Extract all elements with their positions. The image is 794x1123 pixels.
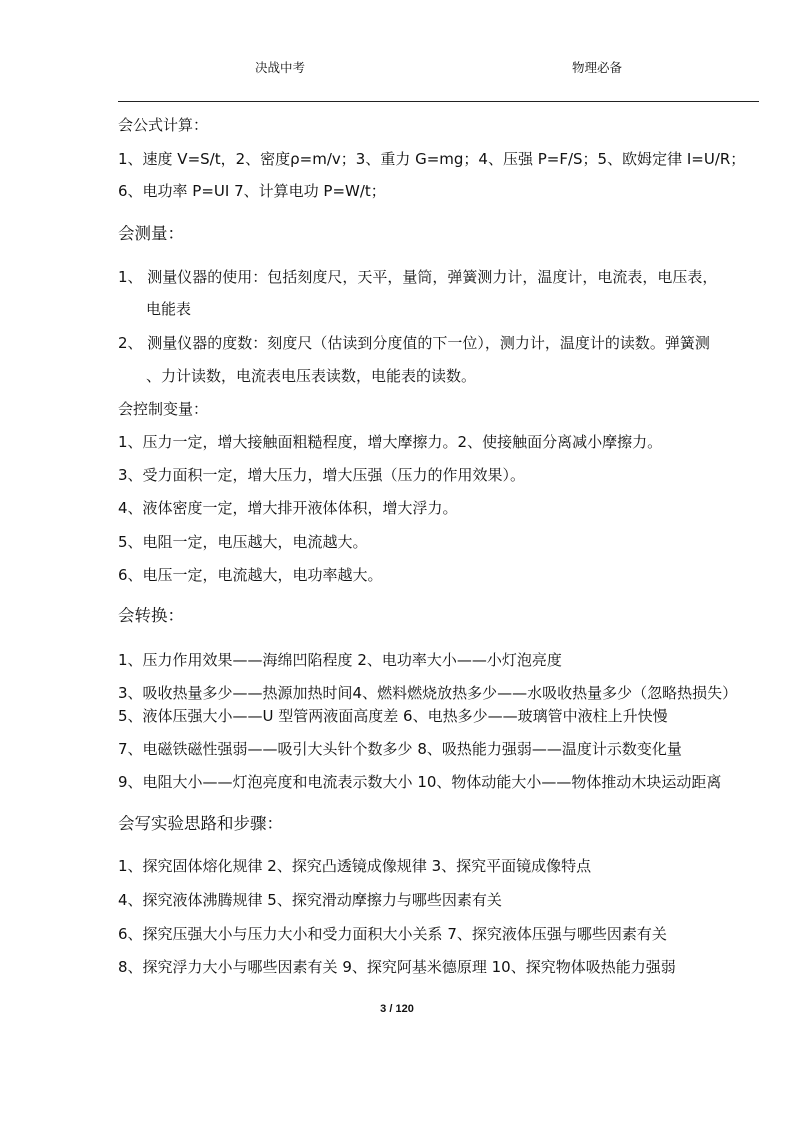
text-line: 1、探究固体熔化规律 2、探究凸透镜成像规律 3、探究平面镜成像特点 xyxy=(118,857,592,875)
text-line: 4、探究液体沸腾规律 5、探究滑动摩擦力与哪些因素有关 xyxy=(118,891,502,909)
text-line: 1、 测量仪器的使用：包括刻度尺，天平，量筒，弹簧测力计，温度计，电流表，电压表， xyxy=(118,268,718,286)
header-right: 物理必备 xyxy=(572,60,623,75)
section-title: 会测量： xyxy=(118,224,184,243)
text-line: 8、探究浮力大小与哪些因素有关 9、探究阿基米德原理 10、探究物体吸热能力强弱 xyxy=(118,958,676,976)
section-title: 会写实验思路和步骤： xyxy=(118,814,283,833)
text-line: 、力计读数，电流表电压表读数，电能表的读数。 xyxy=(146,367,477,385)
header-rule xyxy=(118,101,759,102)
section-title: 会转换： xyxy=(118,606,184,625)
text-line: 3、吸收热量多少——热源加热时间4、燃料燃烧放热多少——水吸收热量多少（忽略热损失） xyxy=(118,684,738,702)
section-title: 会公式计算： xyxy=(118,116,209,134)
header-left: 决战中考 xyxy=(255,60,306,75)
text-line: 4、液体密度一定，增大排开液体体积，增大浮力。 xyxy=(118,499,458,517)
section-title: 会控制变量： xyxy=(118,400,209,418)
text-line: 电能表 xyxy=(146,300,192,318)
text-line: 5、液体压强大小——U 型管两液面高度差 6、电热多少——玻璃管中液柱上升快慢 xyxy=(118,707,668,725)
text-line: 2、 测量仪器的度数：刻度尺（估读到分度值的下一位），测力计，温度计的读数。弹簧测 xyxy=(118,334,710,352)
text-line: 7、电磁铁磁性强弱——吸引大头针个数多少 8、吸热能力强弱——温度计示数变化量 xyxy=(118,740,682,758)
text-line: 6、电压一定，电流越大，电功率越大。 xyxy=(118,566,383,584)
text-line: 5、电阻一定，电压越大，电流越大。 xyxy=(118,533,368,551)
page-number: 3 / 120 xyxy=(380,1003,414,1015)
text-line: 1、压力作用效果——海绵凹陷程度 2、电功率大小——小灯泡亮度 xyxy=(118,651,562,669)
text-line: 6、探究压强大小与压力大小和受力面积大小关系 7、探究液体压强与哪些因素有关 xyxy=(118,925,667,943)
text-line: 1、压力一定，增大接触面粗糙程度，增大摩擦力。2、使接触面分离减小摩擦力。 xyxy=(118,433,663,451)
text-line: 9、电阻大小——灯泡亮度和电流表示数大小 10、物体动能大小——物体推动木块运动距离 xyxy=(118,773,722,791)
text-line: 3、受力面积一定，增大压力，增大压强（压力的作用效果）。 xyxy=(118,466,526,484)
text-line: 6、电功率 P=UI 7、计算电功 P=W/t； xyxy=(118,182,386,200)
text-line: 1、速度 V=S/t，2、密度ρ=m/v；3、重力 G=mg；4、压强 P=F/S；5、欧姆定律 I=U/R； xyxy=(118,150,746,168)
